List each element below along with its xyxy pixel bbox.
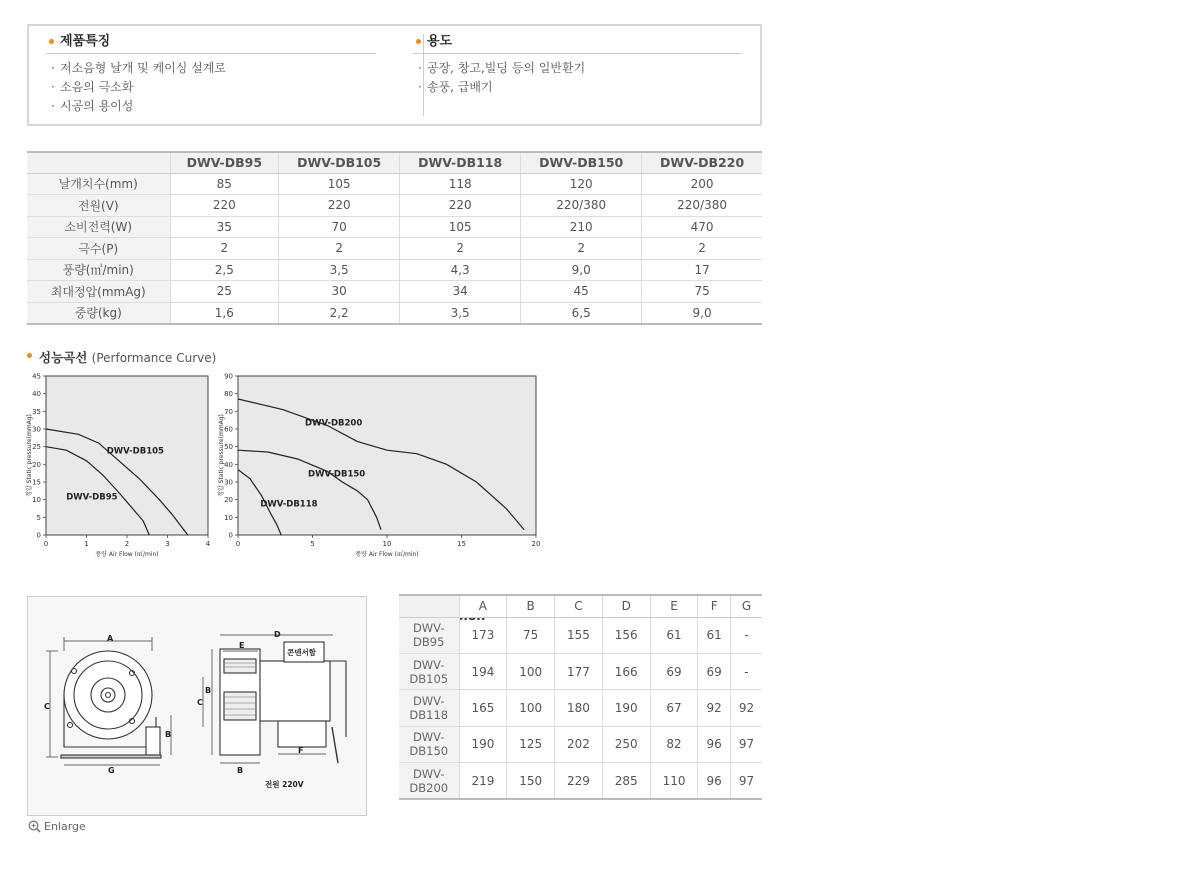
y-tick-label: 40 bbox=[32, 390, 41, 399]
spec-row-cell: 2,2 bbox=[279, 302, 400, 324]
series-label: DWV-DB118 bbox=[260, 499, 318, 510]
spec-header-cell: DWV-DB95 bbox=[170, 152, 279, 173]
dimension-row-cell: 92 bbox=[730, 690, 762, 726]
usage-column bbox=[413, 32, 741, 97]
spec-row-cell: 470 bbox=[642, 216, 762, 238]
spec-row-cell: 200 bbox=[642, 173, 762, 195]
spec-row-cell: 70 bbox=[279, 216, 400, 238]
dimension-row-cell: 82 bbox=[650, 726, 698, 762]
dimension-row bbox=[399, 726, 762, 762]
performance-subtitle: (Performance Curve) bbox=[91, 351, 217, 365]
dimension-header-cell bbox=[399, 595, 459, 617]
spec-row-label: 중량(kg) bbox=[27, 302, 170, 324]
x-tick-label: 0 bbox=[43, 540, 49, 548]
dimension-row bbox=[399, 617, 762, 653]
dimension-header-cell: A bbox=[459, 595, 507, 617]
x-tick-label: 0 bbox=[235, 540, 241, 548]
spec-row-cell: 35 bbox=[170, 216, 279, 238]
x-tick-label: 2 bbox=[124, 540, 130, 548]
dimension-row-cell: 229 bbox=[555, 763, 603, 799]
y-tick-label: 20 bbox=[32, 460, 41, 469]
dimension-body bbox=[399, 617, 762, 799]
spec-row-cell: 120 bbox=[521, 173, 642, 195]
spec-header-cell: DWV-DB150 bbox=[521, 152, 642, 173]
spec-row-label: 최대정압(mmAg) bbox=[27, 281, 170, 303]
y-tick-label: 15 bbox=[32, 478, 41, 487]
dimension-row-label: DWV- DB95 bbox=[399, 617, 459, 653]
spec-row bbox=[27, 195, 762, 217]
spec-row bbox=[27, 173, 762, 195]
spec-row-label: 전원(V) bbox=[27, 195, 170, 217]
usage-title: 용도 bbox=[413, 32, 741, 54]
spec-row-cell: 34 bbox=[400, 281, 521, 303]
spec-row-cell: 85 bbox=[170, 173, 279, 195]
spec-row-cell: 2 bbox=[400, 238, 521, 260]
spec-row-cell: 2 bbox=[170, 238, 279, 260]
series-label: DWV-DB150 bbox=[308, 469, 366, 480]
dimension-row-label: DWV- DB200 bbox=[399, 763, 459, 799]
dim-label-e: E bbox=[239, 641, 245, 650]
y-tick-label: 45 bbox=[32, 372, 41, 381]
dimension-header-cell: D bbox=[602, 595, 650, 617]
dimension-row-cell: 67 bbox=[650, 690, 698, 726]
dimension-row-cell: 190 bbox=[602, 690, 650, 726]
y-tick-label: 10 bbox=[32, 496, 41, 505]
dim-label-c: C bbox=[44, 702, 50, 711]
spec-row-cell: 220 bbox=[279, 195, 400, 217]
y-tick-label: 10 bbox=[224, 513, 233, 522]
spec-row-label: 소비전력(W) bbox=[27, 216, 170, 238]
spec-header-cell: DWV-DB105 bbox=[279, 152, 400, 173]
dimension-row-label: DWV- DB118 bbox=[399, 690, 459, 726]
series-label: DWV-DB95 bbox=[66, 492, 118, 503]
spec-row bbox=[27, 216, 762, 238]
spec-row-cell: 6,5 bbox=[521, 302, 642, 324]
usage-list bbox=[413, 59, 741, 97]
x-tick-label: 5 bbox=[310, 540, 315, 548]
spec-table bbox=[27, 151, 762, 325]
dim-label-d: D bbox=[274, 630, 281, 639]
spec-row-cell: 210 bbox=[521, 216, 642, 238]
feature-item: · 저소음형 날개 및 케이싱 설계로 bbox=[46, 59, 376, 78]
series-label: DWV-DB105 bbox=[106, 446, 164, 457]
x-axis-label: 풍량 Air Flow (㎥/min) bbox=[355, 551, 419, 558]
magnifier-icon bbox=[28, 820, 41, 833]
spec-header-cell: DWV-DB118 bbox=[400, 152, 521, 173]
features-list bbox=[46, 59, 376, 116]
dimension-row-cell: 97 bbox=[730, 763, 762, 799]
spec-row bbox=[27, 302, 762, 324]
spec-row-label: 극수(P) bbox=[27, 238, 170, 260]
dimension-row-cell: 165 bbox=[459, 690, 507, 726]
dimension-row-cell: 177 bbox=[555, 653, 603, 689]
spec-body bbox=[27, 173, 762, 324]
spec-row-label: 풍량(㎥/min) bbox=[27, 259, 170, 281]
spec-row-cell: 220 bbox=[400, 195, 521, 217]
performance-heading bbox=[27, 348, 820, 366]
spec-row-cell: 2 bbox=[642, 238, 762, 260]
dimension-row-cell: 61 bbox=[650, 617, 698, 653]
dimension-row-cell: 97 bbox=[730, 726, 762, 762]
usage-item: · 송풍, 급배기 bbox=[413, 78, 741, 97]
y-axis-label: 정압 Static pressure(mmAg) bbox=[26, 414, 33, 497]
spec-row-cell: 3,5 bbox=[279, 259, 400, 281]
performance-title: 성능곡선 bbox=[39, 350, 88, 365]
y-tick-label: 0 bbox=[228, 531, 233, 540]
y-tick-label: 40 bbox=[224, 460, 233, 469]
spec-row-cell: 3,5 bbox=[400, 302, 521, 324]
spec-row-cell: 220/380 bbox=[521, 195, 642, 217]
y-tick-label: 80 bbox=[224, 390, 233, 399]
spec-row-cell: 9,0 bbox=[642, 302, 762, 324]
dimension-row-cell: 125 bbox=[507, 726, 555, 762]
dimension-row-cell: 202 bbox=[555, 726, 603, 762]
dimension-row-cell: 150 bbox=[507, 763, 555, 799]
spec-row-cell: 9,0 bbox=[521, 259, 642, 281]
drawing-svg bbox=[28, 597, 366, 815]
dimension-row bbox=[399, 763, 762, 799]
y-tick-label: 90 bbox=[224, 372, 233, 381]
spec-row-cell: 105 bbox=[279, 173, 400, 195]
performance-chart-large bbox=[211, 368, 546, 558]
spec-header-cell: DWV-DB220 bbox=[642, 152, 762, 173]
dimension-row-cell: 190 bbox=[459, 726, 507, 762]
spec-row-cell: 25 bbox=[170, 281, 279, 303]
power-label: 전원 220V bbox=[265, 780, 304, 789]
spec-row-cell: 45 bbox=[521, 281, 642, 303]
spec-row-cell: 118 bbox=[400, 173, 521, 195]
y-tick-label: 30 bbox=[32, 425, 41, 434]
dimension-row-cell: 69 bbox=[650, 653, 698, 689]
dimension-header-cell: E bbox=[650, 595, 698, 617]
spec-row-cell: 105 bbox=[400, 216, 521, 238]
dim-label-b-front: B bbox=[165, 730, 172, 739]
spec-row-cell: 75 bbox=[642, 281, 762, 303]
dimension-header-cell: B bbox=[507, 595, 555, 617]
dimension-table bbox=[399, 594, 762, 800]
dim-label-b-side: B bbox=[237, 766, 244, 775]
dimension-row-cell: 219 bbox=[459, 763, 507, 799]
x-tick-label: 4 bbox=[205, 540, 211, 548]
spec-row-cell: 220 bbox=[170, 195, 279, 217]
dimension-row bbox=[399, 690, 762, 726]
dim-label-c-side: C bbox=[197, 698, 203, 707]
dimension-row-cell: - bbox=[730, 617, 762, 653]
dimension-row-cell: 250 bbox=[602, 726, 650, 762]
features-box bbox=[27, 24, 762, 126]
dim-label-a: A bbox=[107, 634, 114, 643]
y-tick-label: 50 bbox=[224, 443, 233, 452]
spec-row-label: 날개치수(mm) bbox=[27, 173, 170, 195]
capacitor-box-label: 콘덴서함 bbox=[287, 648, 316, 657]
enlarge-label: Enlarge bbox=[44, 820, 86, 833]
dimension-row-cell: 69 bbox=[698, 653, 731, 689]
dimension-row-cell: 180 bbox=[555, 690, 603, 726]
x-tick-label: 3 bbox=[165, 540, 170, 548]
y-tick-label: 5 bbox=[36, 513, 41, 522]
y-tick-label: 25 bbox=[32, 443, 41, 452]
dimension-row-cell: 100 bbox=[507, 653, 555, 689]
dim-label-f: F bbox=[298, 746, 304, 755]
dimension-header-cell: F bbox=[698, 595, 731, 617]
x-tick-label: 1 bbox=[84, 540, 89, 548]
dimension-header-row bbox=[399, 595, 762, 617]
y-tick-label: 30 bbox=[224, 478, 233, 487]
spec-row-cell: 220/380 bbox=[642, 195, 762, 217]
dimension-row-cell: 155 bbox=[555, 617, 603, 653]
enlarge-link[interactable] bbox=[28, 820, 86, 833]
performance-chart-small bbox=[26, 368, 217, 558]
x-axis-label: 풍량 Air Flow (㎥/min) bbox=[95, 551, 159, 558]
y-tick-label: 35 bbox=[32, 407, 41, 416]
series-label: DWV-DB200 bbox=[305, 418, 363, 429]
dimension-row-cell: 75 bbox=[507, 617, 555, 653]
dimension-row-cell: 96 bbox=[698, 763, 731, 799]
dimension-header-cell: C bbox=[555, 595, 603, 617]
spec-row-cell: 4,3 bbox=[400, 259, 521, 281]
dimension-row-cell: 156 bbox=[602, 617, 650, 653]
feature-item: · 시공의 용이성 bbox=[46, 97, 376, 116]
spec-row-cell: 2 bbox=[279, 238, 400, 260]
dimension-header-cell: G bbox=[730, 595, 762, 617]
spec-row-cell: 1,6 bbox=[170, 302, 279, 324]
usage-item: · 공장, 창고,빌딩 등의 일반환기 bbox=[413, 59, 741, 78]
dimension-row-cell: 194 bbox=[459, 653, 507, 689]
dimension-row-label: DWV- DB105 bbox=[399, 653, 459, 689]
dimension-row-cell: - bbox=[730, 653, 762, 689]
x-tick-label: 15 bbox=[457, 540, 466, 548]
spec-row-cell: 17 bbox=[642, 259, 762, 281]
y-axis-label: 정압 Static pressure(mmAg) bbox=[218, 414, 225, 497]
dimension-row-cell: 92 bbox=[698, 690, 731, 726]
dim-label-g: G bbox=[108, 766, 115, 775]
features-column bbox=[46, 32, 376, 116]
spec-row-cell: 30 bbox=[279, 281, 400, 303]
spec-header-row bbox=[27, 152, 762, 173]
spec-row bbox=[27, 238, 762, 260]
dim-label-b-side-v: B bbox=[205, 686, 212, 695]
dimension-row-cell: 96 bbox=[698, 726, 731, 762]
spec-header-cell bbox=[27, 152, 170, 173]
feature-item: · 소음의 극소화 bbox=[46, 78, 376, 97]
spec-row bbox=[27, 281, 762, 303]
features-title: 제품특징 bbox=[46, 32, 376, 54]
y-tick-label: 0 bbox=[36, 531, 41, 540]
x-tick-label: 10 bbox=[382, 540, 392, 548]
dimension-row bbox=[399, 653, 762, 689]
y-tick-label: 70 bbox=[224, 407, 233, 416]
dimension-row-label: DWV- DB150 bbox=[399, 726, 459, 762]
y-tick-label: 60 bbox=[224, 425, 233, 434]
dimension-row-cell: 173 bbox=[459, 617, 507, 653]
spec-row bbox=[27, 259, 762, 281]
dimension-row-cell: 110 bbox=[650, 763, 698, 799]
x-tick-label: 20 bbox=[531, 540, 541, 548]
dimension-row-cell: 285 bbox=[602, 763, 650, 799]
dimension-row-cell: 61 bbox=[698, 617, 731, 653]
dimension-row-cell: 166 bbox=[602, 653, 650, 689]
technical-drawing bbox=[27, 596, 367, 816]
spec-row-cell: 2,5 bbox=[170, 259, 279, 281]
y-tick-label: 20 bbox=[224, 496, 233, 505]
spec-row-cell: 2 bbox=[521, 238, 642, 260]
dimension-row-cell: 100 bbox=[507, 690, 555, 726]
